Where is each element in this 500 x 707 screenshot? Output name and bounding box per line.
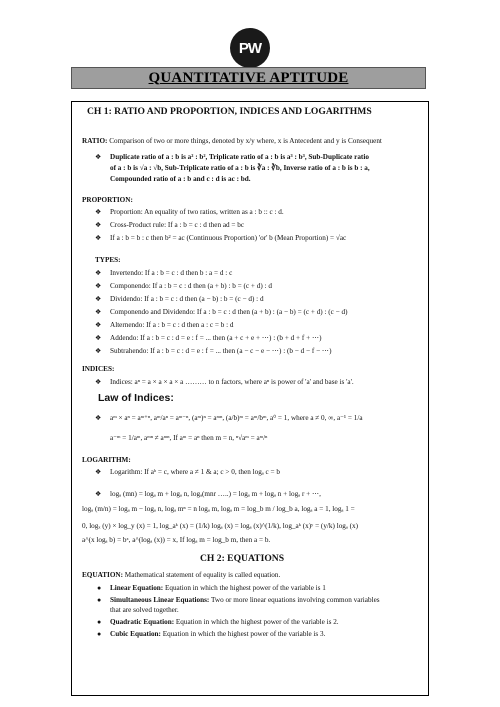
bullet-icon: ❖ bbox=[95, 347, 102, 355]
log-rules-line-4: a^(x logₐ b) = bˣ, a^(logₐ (x)) = x, If logₐ m = log_b m, then a = b. bbox=[82, 536, 271, 544]
types-item-6: Addendo: If a : b = c : d = e : f = ... then (a + c + e + ⋯) : (b + d + f + ⋯) bbox=[110, 334, 322, 342]
chapter-1-title: CH 1: RATIO AND PROPORTION, INDICES AND LOGARITHMS bbox=[87, 106, 372, 117]
proportion-bullet-1: Proportion: An equality of two ratios, written as a : b :: c : d. bbox=[110, 208, 284, 216]
logarithm-bullet: Logarithm: If aᵇ = c, where a ≠ 1 & a; c > 0, then logₐ c = b bbox=[110, 468, 280, 476]
bullet-icon: ❖ bbox=[95, 321, 102, 329]
equation-type-linear: Linear Equation: Equation in which the highest power of the variable is 1 bbox=[110, 584, 326, 592]
bullet-icon: ❖ bbox=[95, 490, 102, 498]
equation-definition: EQUATION: Mathematical statement of equality is called equation. bbox=[82, 571, 281, 579]
law-of-indices-heading: Law of Indices: bbox=[98, 392, 174, 404]
proportion-heading: PROPORTION: bbox=[82, 196, 133, 204]
bullet-icon: ❖ bbox=[95, 208, 102, 216]
bullet-icon: ❖ bbox=[95, 221, 102, 229]
law-of-indices-line-2: a⁻ᵐ = 1/aᵐ, aᵐⁿ ≠ aᵐⁿ, If aᵐ = aⁿ then m = n, ⁿ√aᵐ = aᵐ/ⁿ bbox=[110, 434, 268, 442]
bullet-icon: ❖ bbox=[95, 295, 102, 303]
proportion-bullet-3: If a : b = b : c then b² = ac (Continuous Proportion) 'or' b (Mean Proportion) = √ac bbox=[110, 234, 347, 242]
ratio-bullet-line-2: of a : b is √a : √b, Sub-Triplicate ratio of a : b is ∛a : ∛b, Inverse ratio of a : b is b : a, bbox=[110, 164, 370, 172]
bullet-icon: ❖ bbox=[95, 334, 102, 342]
ratio-definition: RATIO: Comparison of two or more things, denoted by x/y where, x is Antecedent and y is Consequent bbox=[82, 137, 382, 145]
log-rules-line-1: logₐ (mn) = logₐ m + logₐ n, logₐ(mnr …..) = logₐ m + logₐ n + logₐ r + ⋯, bbox=[110, 490, 321, 498]
indices-heading: INDICES: bbox=[82, 365, 115, 373]
law-of-indices-line-1: aᵐ × aⁿ = aᵐ⁺ⁿ, aᵐ/aⁿ = aᵐ⁻ⁿ, (aᵐ)ⁿ = aᵐⁿ, (a/b)ᵐ = aᵐ/bᵐ, a⁰ = 1, where a ≠ 0, ∞, a⁻¹ = 1/a bbox=[110, 414, 363, 422]
equation-type-cubic: Cubic Equation: Equation in which the highest power of the variable is 3. bbox=[110, 630, 326, 638]
logarithm-heading: LOGARITHM: bbox=[82, 456, 131, 464]
bullet-icon: ● bbox=[97, 596, 102, 604]
equation-type-quadratic: Quadratic Equation: Equation in which the highest power of the variable is 2. bbox=[110, 618, 339, 626]
types-item-4: Componendo and Dividendo: If a : b = c : d then (a + b) : (a − b) = (c + d) : (c − d) bbox=[110, 308, 348, 316]
bullet-icon: ● bbox=[97, 618, 102, 626]
bullet-icon: ❖ bbox=[95, 468, 102, 476]
bullet-icon: ❖ bbox=[95, 414, 102, 422]
bullet-icon: ❖ bbox=[95, 269, 102, 277]
indices-bullet: Indices: aⁿ = a × a × a × a ……… to n factors, where aⁿ is power of 'a' and base is 'a'. bbox=[110, 378, 354, 386]
types-item-7: Subtrahendo: If a : b = c : d = e : f = ... then (a − c − e − ⋯) : (b − d − f − ⋯) bbox=[110, 347, 332, 355]
bullet-icon: ❖ bbox=[95, 153, 102, 161]
log-rules-line-2: logₐ (m/n) = logₐ m − logₐ n, logₐ mⁿ = n logₐ m, logₐ m = log_b m / log_b a, logₐ a = 1, logₐ 1 = bbox=[82, 505, 355, 513]
types-heading: TYPES: bbox=[95, 256, 121, 264]
chapter-2-title: CH 2: EQUATIONS bbox=[200, 553, 285, 564]
types-item-3: Dividendo: If a : b = c : d then (a − b) : b = (c − d) : d bbox=[110, 295, 264, 303]
ratio-bullet-line-1: Duplicate ratio of a : b is a² : b², Triplicate ratio of a : b is a³ : b³, Sub-Duplicate ratio bbox=[110, 153, 369, 161]
pw-logo: PW bbox=[230, 28, 270, 68]
types-item-1: Invertendo: If a : b = c : d then b : a = d : c bbox=[110, 269, 233, 277]
types-item-2: Componendo: If a : b = c : d then (a + b) : b = (c + d) : d bbox=[110, 282, 272, 290]
types-item-5: Alternendo: If a : b = c : d then a : c = b : d bbox=[110, 321, 234, 329]
log-rules-line-3: 0, logₓ (y) × log_y (x) = 1, log_aᵏ (x) = (1/k) logₐ (x) = logₐ (x)^(1/k), log_aᵏ (x)ʸ = (y/k) logₐ (x) bbox=[82, 522, 359, 530]
page-title: QUANTITATIVE APTITUDE bbox=[71, 67, 426, 89]
bullet-icon: ● bbox=[97, 584, 102, 592]
bullet-icon: ● bbox=[97, 630, 102, 638]
bullet-icon: ❖ bbox=[95, 378, 102, 386]
ratio-bullet-line-3: Compounded ratio of a : b and c : d is ac : bd. bbox=[110, 175, 251, 183]
bullet-icon: ❖ bbox=[95, 282, 102, 290]
proportion-bullet-2: Cross-Product rule: If a : b = c : d then ad = bc bbox=[110, 221, 245, 229]
bullet-icon: ❖ bbox=[95, 234, 102, 242]
equation-type-simultaneous-cont: that are solved together. bbox=[110, 606, 179, 614]
bullet-icon: ❖ bbox=[95, 308, 102, 316]
equation-type-simultaneous: Simultaneous Linear Equations: Two or more linear equations involving common variables bbox=[110, 596, 380, 604]
